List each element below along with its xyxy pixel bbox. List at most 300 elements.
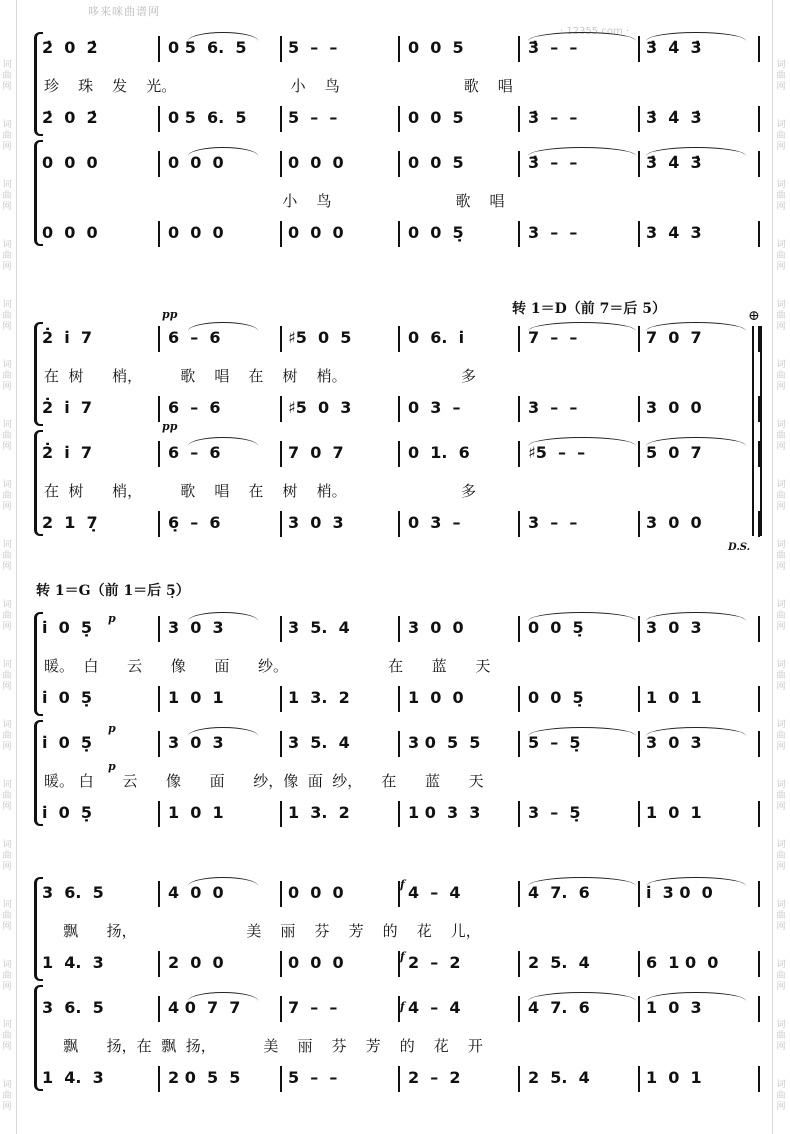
side-watermark-char: 网	[776, 742, 786, 752]
side-watermark-char: 网	[2, 202, 12, 212]
measure-notes: 2 5. 4	[528, 953, 590, 972]
barline	[518, 686, 520, 712]
barline	[518, 951, 520, 977]
barline	[280, 686, 282, 712]
measure-notes: 3 – –	[528, 513, 578, 532]
measure-notes: 2̇ i̇ 7	[42, 443, 93, 462]
measure-notes: 0 0 0	[288, 153, 344, 172]
barline	[638, 326, 640, 352]
measure-notes: 3 5. 4	[288, 618, 350, 637]
side-watermark-char: 曲	[2, 911, 12, 921]
measure-notes: 3 4 3	[646, 223, 702, 242]
barline	[280, 221, 282, 247]
barline	[158, 396, 160, 422]
measure-notes: 3 0 3	[168, 618, 224, 637]
barline	[280, 36, 282, 62]
barline	[158, 731, 160, 757]
barline	[518, 1066, 520, 1092]
key-change: 转 1＝D（前 7＝后 5）	[512, 301, 666, 317]
side-watermark-char: 曲	[2, 431, 12, 441]
dynamic-mark: pp	[162, 308, 178, 321]
side-watermark-char: 曲	[776, 371, 786, 381]
repeat-end-barline	[752, 326, 762, 536]
side-watermark-char: 网	[2, 1102, 12, 1112]
slur-mark	[528, 727, 636, 736]
side-watermark-char: 网	[776, 382, 786, 392]
measure-notes: 1 0 1	[646, 803, 702, 822]
barline	[398, 1066, 400, 1092]
side-watermark-char: 曲	[2, 191, 12, 201]
barline	[638, 106, 640, 132]
side-watermark-char: 曲	[2, 791, 12, 801]
side-watermark-char: 网	[776, 442, 786, 452]
slur-mark	[528, 147, 636, 156]
barline	[158, 511, 160, 537]
side-watermark-char: 词	[2, 660, 12, 670]
side-watermark-char: 网	[776, 142, 786, 152]
barline	[518, 996, 520, 1022]
measure-notes: 1 0 1	[646, 1068, 702, 1087]
barline	[758, 951, 760, 977]
barline	[758, 106, 760, 132]
measure-notes: 3 0 3	[288, 513, 344, 532]
side-watermark-char: 曲	[2, 311, 12, 321]
dynamic-mark: p	[108, 722, 116, 735]
measure-notes: 4 – 4	[408, 883, 461, 902]
measure-notes: 3 6. 5	[42, 998, 104, 1017]
measure-notes: i̇ 0 5̣	[42, 733, 93, 752]
slur-mark	[528, 322, 636, 331]
barline	[758, 1066, 760, 1092]
side-watermark-char: 词	[776, 840, 786, 850]
barline	[638, 881, 640, 907]
barline	[280, 106, 282, 132]
measure-notes: 7 – –	[528, 328, 578, 347]
measure-notes: 4 0 7 7	[168, 998, 241, 1017]
side-watermark-char: 词	[2, 720, 12, 730]
barline	[518, 801, 520, 827]
side-watermark-char: 曲	[2, 491, 12, 501]
barline	[758, 151, 760, 177]
lyrics-line: 在 树 梢， 歌 唱 在 树 梢。 多	[44, 482, 477, 500]
barline	[518, 511, 520, 537]
barline	[518, 106, 520, 132]
side-watermark-char: 曲	[776, 71, 786, 81]
measure-notes: 3̇ 4̇ 3̇	[646, 153, 702, 172]
side-watermark-char: 网	[776, 82, 786, 92]
measure-notes: 2̇ i̇ 7	[42, 328, 93, 347]
side-watermark-char: 词	[2, 480, 12, 490]
barline	[518, 396, 520, 422]
measure-notes: 1 0 1	[168, 803, 224, 822]
side-watermark-char: 曲	[776, 1031, 786, 1041]
measure-notes: 5 – –	[288, 108, 338, 127]
measure-notes: 6 1 0 0	[646, 953, 719, 972]
side-watermark-char: 曲	[2, 371, 12, 381]
side-watermark-char: 网	[2, 802, 12, 812]
side-watermark-char: 词	[776, 120, 786, 130]
measure-notes: 0 6. i̇	[408, 328, 465, 347]
dynamic-mark: p	[108, 760, 116, 773]
side-watermark-char: 网	[2, 82, 12, 92]
side-watermark-char: 词	[776, 780, 786, 790]
barline	[398, 396, 400, 422]
measure-notes: 0 3 –	[408, 513, 461, 532]
barline	[758, 686, 760, 712]
side-watermark-char: 词	[2, 1020, 12, 1030]
lyrics-line: 暖。 白 云 像 面 纱。 在 蓝 天	[44, 657, 491, 675]
side-watermark-char: 曲	[2, 1091, 12, 1101]
lyrics-line: 飘 扬， 美 丽 芬 芳 的 花 儿，	[44, 922, 481, 940]
barline	[518, 731, 520, 757]
right-margin-line	[772, 0, 773, 1134]
slur-mark	[646, 437, 746, 446]
side-watermark-char: 网	[776, 862, 786, 872]
side-watermark-char: 网	[2, 502, 12, 512]
right-side-watermark	[775, 0, 789, 1134]
slur-mark	[528, 877, 636, 886]
barline	[398, 326, 400, 352]
dynamic-mark: pp	[162, 420, 178, 433]
barline	[158, 616, 160, 642]
measure-notes: 2̇ 0 2̇	[42, 108, 98, 127]
measure-notes: 1 3. 2	[288, 688, 350, 707]
slur-mark	[646, 147, 746, 156]
measure-notes: 1 0 0	[408, 688, 464, 707]
barline	[158, 951, 160, 977]
side-watermark-char: 词	[2, 60, 12, 70]
side-watermark-char: 网	[2, 922, 12, 932]
dynamic-mark: f	[400, 950, 405, 963]
measure-notes: 0 0 0	[168, 153, 224, 172]
slur-mark	[188, 992, 258, 1001]
measure-notes: 0 0 0	[288, 883, 344, 902]
barline	[158, 801, 160, 827]
measure-notes: 1 0 3	[646, 998, 702, 1017]
barline	[638, 441, 640, 467]
side-watermark-char: 曲	[776, 611, 786, 621]
measure-notes: 7 – –	[288, 998, 338, 1017]
side-watermark-char: 曲	[2, 671, 12, 681]
side-watermark-char: 曲	[2, 71, 12, 81]
measure-notes: 1 4. 3	[42, 1068, 104, 1087]
measure-notes: 3 0 0	[646, 513, 702, 532]
measure-notes: 2 1 7̣	[42, 513, 98, 532]
side-watermark-char: 词	[776, 540, 786, 550]
barline	[518, 326, 520, 352]
barline	[158, 686, 160, 712]
barline	[518, 616, 520, 642]
barline	[158, 106, 160, 132]
measure-notes: 2 – 2	[408, 1068, 461, 1087]
barline	[398, 731, 400, 757]
slur-mark	[528, 612, 636, 621]
side-watermark-char: 网	[776, 802, 786, 812]
barline	[758, 801, 760, 827]
measure-notes: i̇ 3 0 0	[646, 883, 713, 902]
dynamic-mark: f	[400, 1000, 405, 1013]
measure-notes: 5 – –	[288, 38, 338, 57]
barline	[638, 801, 640, 827]
side-watermark-char: 词	[776, 1020, 786, 1030]
side-watermark-char: 网	[776, 682, 786, 692]
measure-notes: 6 – 6	[168, 443, 221, 462]
barline	[398, 221, 400, 247]
barline	[638, 996, 640, 1022]
side-watermark-char: 网	[2, 382, 12, 392]
slur-mark	[188, 877, 258, 886]
lyrics-line: 飘 扬，在 飘 扬， 美 丽 芬 芳 的 花 开	[44, 1037, 483, 1055]
slur-mark	[188, 147, 258, 156]
measure-notes: 3̇ 4̇ 3̇	[646, 38, 702, 57]
slur-mark	[188, 437, 258, 446]
measure-notes: 3 5. 4	[288, 733, 350, 752]
slur-mark	[188, 32, 258, 41]
measure-notes: 3 0 3	[168, 733, 224, 752]
measure-notes: 3 0 3	[646, 733, 702, 752]
side-watermark-char: 网	[776, 562, 786, 572]
measure-notes: 4 7. 6	[528, 883, 590, 902]
side-watermark-char: 曲	[776, 251, 786, 261]
slur-mark	[528, 992, 636, 1001]
side-watermark-char: 词	[2, 300, 12, 310]
barline	[280, 801, 282, 827]
measure-notes: i̇ 0 5̣	[42, 688, 93, 707]
left-side-watermark	[1, 0, 15, 1134]
lyrics-line: 暖。 白 云 像 面 纱，像 面 纱， 在 蓝 天	[44, 772, 484, 790]
slur-mark	[646, 612, 746, 621]
barline	[638, 221, 640, 247]
barline	[638, 511, 640, 537]
barline	[158, 151, 160, 177]
measure-notes: ♯5 0 5	[288, 328, 352, 347]
barline	[280, 326, 282, 352]
measure-notes: 5 0 7	[646, 443, 702, 462]
measure-notes: 0 0 0	[168, 223, 224, 242]
side-watermark-char: 词	[776, 960, 786, 970]
barline	[280, 396, 282, 422]
side-watermark-char: 曲	[776, 671, 786, 681]
measure-notes: 0 5 6. 5	[168, 38, 247, 57]
barline	[398, 686, 400, 712]
side-watermark-char: 词	[2, 420, 12, 430]
slur-mark	[646, 32, 746, 41]
measure-notes: 3̇ – –	[528, 38, 578, 57]
measure-notes: 3 0 3	[646, 618, 702, 637]
barline	[638, 686, 640, 712]
side-watermark-char: 词	[2, 360, 12, 370]
side-watermark-char: 曲	[2, 851, 12, 861]
measure-notes: 3 – –	[528, 223, 578, 242]
measure-notes: 0 0 0	[288, 953, 344, 972]
side-watermark-char: 网	[2, 442, 12, 452]
barline	[638, 616, 640, 642]
side-watermark-char: 网	[776, 982, 786, 992]
barline	[758, 221, 760, 247]
measure-notes: 0 0 0	[288, 223, 344, 242]
key-change: 转 1＝G（前 1＝后 5̣）	[36, 583, 190, 599]
site-mark: · 12355.com ·	[560, 26, 630, 37]
slur-mark	[188, 322, 258, 331]
barline	[280, 881, 282, 907]
measure-notes: 5 – –	[288, 1068, 338, 1087]
measure-notes: 5 – 5̣	[528, 733, 581, 752]
dynamic-mark: p	[108, 612, 116, 625]
side-watermark-char: 网	[776, 502, 786, 512]
lyrics-line: 在 树 梢， 歌 唱 在 树 梢。 多	[44, 367, 477, 385]
measure-notes: 2 – 2	[408, 953, 461, 972]
measure-notes: 3 0 0	[646, 398, 702, 417]
measure-notes: 1 0 1	[168, 688, 224, 707]
side-watermark-char: 词	[776, 240, 786, 250]
side-watermark-char: 曲	[776, 731, 786, 741]
side-watermark-char: 曲	[2, 611, 12, 621]
barline	[638, 1066, 640, 1092]
barline	[280, 996, 282, 1022]
barline	[280, 511, 282, 537]
slur-mark	[646, 727, 746, 736]
measure-notes: 2 0 5 5	[168, 1068, 241, 1087]
barline	[280, 1066, 282, 1092]
slur-mark	[646, 992, 746, 1001]
barline	[158, 881, 160, 907]
side-watermark-char: 词	[776, 60, 786, 70]
side-watermark-char: 网	[776, 202, 786, 212]
barline	[518, 441, 520, 467]
measure-notes: 3̇ – –	[528, 153, 578, 172]
barline	[398, 801, 400, 827]
barline	[158, 996, 160, 1022]
barline	[638, 951, 640, 977]
barline	[398, 36, 400, 62]
side-watermark-char: 词	[776, 480, 786, 490]
measure-notes: 0 0 5̣	[528, 688, 584, 707]
measure-notes: 0 1. 6	[408, 443, 470, 462]
site-watermark: 哆来咪曲谱网	[88, 5, 160, 18]
side-watermark-char: 词	[776, 360, 786, 370]
side-watermark-char: 曲	[2, 131, 12, 141]
side-watermark-char: 词	[2, 240, 12, 250]
measure-notes: 1 0 3 3	[408, 803, 481, 822]
measure-notes: ♯5 0 3	[288, 398, 352, 417]
measure-notes: 4 0 0	[168, 883, 224, 902]
barline	[280, 441, 282, 467]
measure-notes: 2̇ 0 2̇	[42, 38, 98, 57]
barline	[158, 1066, 160, 1092]
barline	[758, 996, 760, 1022]
measure-notes: 0 0 5	[408, 38, 464, 57]
side-watermark-char: 词	[776, 1080, 786, 1090]
side-watermark-char: 网	[776, 622, 786, 632]
measure-notes: 3̇ 4̇ 3̇	[646, 108, 702, 127]
barline	[638, 151, 640, 177]
barline	[158, 36, 160, 62]
measure-notes: i̇ 0 5̣	[42, 803, 93, 822]
side-watermark-char: 词	[776, 420, 786, 430]
side-watermark-char: 网	[2, 262, 12, 272]
side-watermark-char: 曲	[776, 491, 786, 501]
measure-notes: 6 – 6	[168, 328, 221, 347]
measure-notes: 3 – 5̣	[528, 803, 581, 822]
side-watermark-char: 词	[776, 720, 786, 730]
barline	[518, 221, 520, 247]
measure-notes: 4 – 4	[408, 998, 461, 1017]
side-watermark-char: 网	[2, 682, 12, 692]
dynamic-mark: f	[400, 878, 405, 891]
side-watermark-char: 词	[2, 180, 12, 190]
measure-notes: 2̇ i̇ 7	[42, 398, 93, 417]
barline	[158, 441, 160, 467]
side-watermark-char: 网	[776, 1042, 786, 1052]
measure-notes: 0 0 5̣	[408, 223, 464, 242]
side-watermark-char: 曲	[776, 311, 786, 321]
barline	[398, 151, 400, 177]
measure-notes: 1 0 1	[646, 688, 702, 707]
side-watermark-char: 网	[2, 862, 12, 872]
side-watermark-char: 词	[776, 600, 786, 610]
left-margin-line	[16, 0, 17, 1134]
barline	[638, 396, 640, 422]
side-watermark-char: 词	[2, 960, 12, 970]
side-watermark-char: 网	[776, 922, 786, 932]
side-watermark-char: 曲	[2, 551, 12, 561]
measure-notes: 7 0 7	[288, 443, 344, 462]
barline	[638, 36, 640, 62]
measure-notes: 6 – 6	[168, 398, 221, 417]
side-watermark-char: 曲	[2, 731, 12, 741]
side-watermark-char: 词	[2, 600, 12, 610]
barline	[518, 881, 520, 907]
measure-notes: 1 4. 3	[42, 953, 104, 972]
side-watermark-char: 曲	[776, 911, 786, 921]
side-watermark-char: 曲	[776, 131, 786, 141]
slur-mark	[528, 437, 636, 446]
side-watermark-char: 网	[2, 142, 12, 152]
measure-notes: 0 0 5̣	[528, 618, 584, 637]
side-watermark-char: 词	[776, 660, 786, 670]
measure-notes: 3 0 5 5	[408, 733, 481, 752]
side-watermark-char: 网	[2, 1042, 12, 1052]
measure-notes: 3 6. 5	[42, 883, 104, 902]
side-watermark-char: 曲	[776, 191, 786, 201]
side-watermark-char: 词	[776, 180, 786, 190]
side-watermark-char: 网	[776, 322, 786, 332]
measure-notes: ♯5 – –	[528, 443, 586, 462]
measure-notes: 0 0 0	[42, 223, 98, 242]
barline	[398, 106, 400, 132]
side-watermark-char: 词	[2, 1080, 12, 1090]
side-watermark-char: 网	[776, 1102, 786, 1112]
side-watermark-char: 词	[776, 300, 786, 310]
side-watermark-char: 词	[776, 900, 786, 910]
side-watermark-char: 曲	[2, 1031, 12, 1041]
measure-notes: 3 – –	[528, 398, 578, 417]
slur-mark	[646, 322, 746, 331]
barline	[758, 36, 760, 62]
barline	[758, 731, 760, 757]
segno-icon: ⊕	[748, 308, 760, 324]
side-watermark-char: 词	[2, 900, 12, 910]
slur-mark	[188, 612, 258, 621]
barline	[398, 441, 400, 467]
side-watermark-char: 曲	[776, 1091, 786, 1101]
measure-notes: 2 0 0	[168, 953, 224, 972]
side-watermark-char: 曲	[776, 431, 786, 441]
side-watermark-char: 曲	[776, 791, 786, 801]
barline	[398, 616, 400, 642]
barline	[280, 151, 282, 177]
barline	[518, 151, 520, 177]
